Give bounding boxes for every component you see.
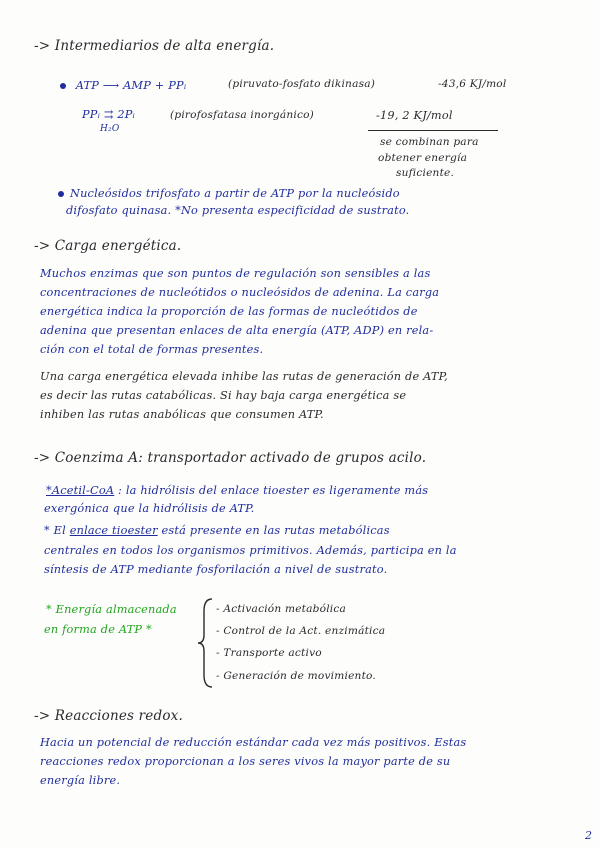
combine-note: suficiente. — [396, 167, 455, 179]
heading-text: Reacciones redox. — [54, 708, 183, 724]
heading-text: Coenzima A: transportador activado de grupos acilo. — [54, 450, 427, 466]
reactant: ATP — [75, 79, 100, 92]
section-heading-intermediarios — [34, 38, 274, 54]
energia-label-line-2: en forma de ATP * — [44, 623, 152, 636]
combine-note: obtener energía — [378, 152, 468, 164]
energy-value: -43,6 KJ/mol — [438, 78, 507, 90]
arrow-icon: -> — [34, 238, 51, 254]
enzyme-note: (piruvato-fosfato dikinasa) — [228, 78, 376, 90]
product: 2Pᵢ — [117, 108, 136, 121]
energy-value: -19, 2 KJ/mol — [376, 109, 453, 122]
energia-use-item: - Control de la Act. enzimática — [216, 625, 386, 637]
acetil-label: *Acetil-CoA — [46, 484, 115, 497]
energia-label-line-1: * Energía almacenada — [46, 603, 177, 616]
paragraph-line: adenina que presentan enlaces de alta energía (ATP, ADP) en rela- — [40, 324, 434, 337]
nucleosidos-line-2: difosfato quinasa. *No presenta especificidad de sustrato. — [66, 204, 410, 217]
paragraph-line: energía libre. — [40, 774, 121, 787]
section-heading-coenzima — [34, 450, 426, 466]
enlace-label: enlace tioester — [69, 524, 158, 537]
section-heading-redox — [34, 708, 183, 724]
paragraph-line: concentraciones de nucleótidos o nucleósidos de adenina. La carga — [40, 286, 440, 299]
energia-use-item: - Transporte activo — [216, 647, 322, 659]
arrow-icon: -> — [34, 708, 51, 724]
paragraph-line: ción con el total de formas presentes. — [40, 343, 264, 356]
energia-use-item: - Generación de movimiento. — [216, 670, 376, 682]
acetil-line-2: exergónica que la hidrólisis de ATP. — [44, 502, 255, 515]
reactant: PPᵢ — [82, 108, 101, 121]
nucleosidos-line-1: Nucleósidos trifosfato a partir de ATP por la nucleósido — [58, 187, 400, 200]
energia-use-item: - Activación metabólica — [216, 603, 347, 615]
arrow-icon: -> — [34, 38, 51, 54]
product: AMP + PPᵢ — [123, 79, 187, 92]
bullet-icon — [60, 83, 66, 89]
enlace-line-1: * El enlace tioester está presente en las rutas metabólicas — [44, 524, 390, 537]
enzyme-note: (pirofosfatasa inorgánico) — [170, 109, 315, 121]
paragraph-line: energética indica la proporción de las formas de nucleótidos de — [40, 305, 418, 318]
reaction-ppi — [82, 108, 135, 121]
reaction-arrow-icon: ⇉ — [103, 108, 114, 121]
paragraph-line: Muchos enzimas que son puntos de regulación son sensibles a las — [40, 267, 431, 280]
paragraph-line: Una carga energética elevada inhibe las rutas de generación de ATP, — [40, 370, 448, 383]
paragraph-line: reacciones redox proporcionan a los seres vivos la mayor parte de su — [40, 755, 451, 768]
arrow-icon: -> — [34, 450, 51, 466]
section-heading-carga — [34, 238, 181, 254]
heading-text: Carga energética. — [54, 238, 182, 254]
bullet-icon — [58, 191, 64, 197]
curly-brace-icon — [196, 597, 216, 689]
enlace-line-2: centrales en todos los organismos primitivos. Además, participa en la — [44, 544, 457, 557]
page-number: 2 — [585, 829, 592, 842]
paragraph-line: es decir las rutas catabólicas. Si hay baja carga energética se — [40, 389, 407, 402]
reaction-atp — [60, 79, 186, 92]
enlace-line-3: síntesis de ATP mediante fosforilación a nivel de sustrato. — [44, 563, 388, 576]
paragraph-line: inhiben las rutas anabólicas que consumen ATP. — [40, 408, 324, 421]
heading-text: Intermediarios de alta energía. — [54, 38, 275, 54]
underline-divider — [368, 130, 498, 131]
combine-note: se combinan para — [380, 136, 479, 148]
water-label: H₂O — [100, 124, 120, 134]
reaction-arrow-icon: ⟶ — [102, 79, 120, 92]
acetil-line-1: *Acetil-CoA : la hidrólisis del enlace tioester es ligeramente más — [46, 484, 429, 497]
paragraph-line: Hacia un potencial de reducción estándar cada vez más positivos. Estas — [40, 736, 467, 749]
